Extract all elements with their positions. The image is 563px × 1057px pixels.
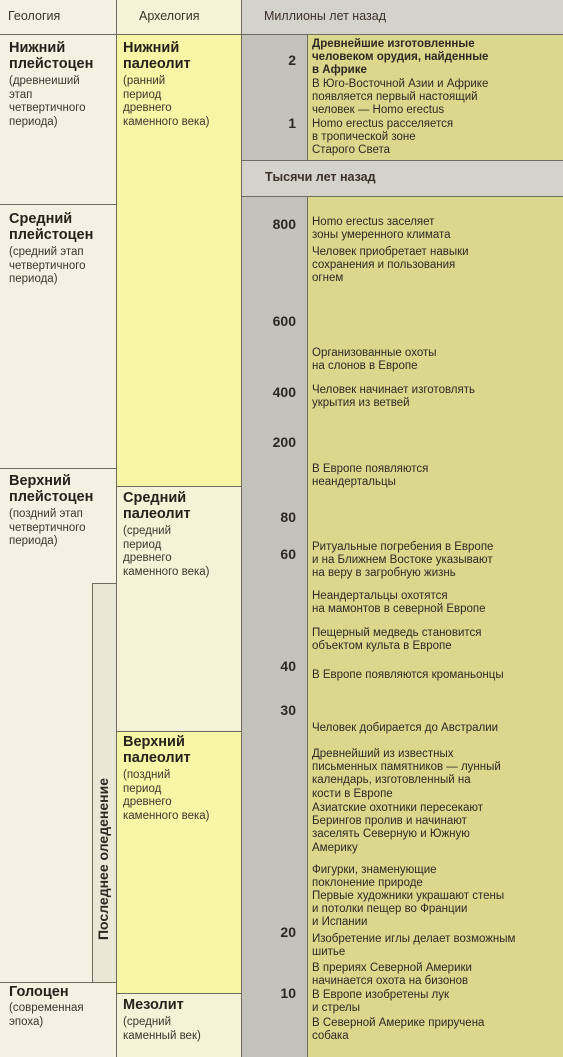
million-years-header: Миллионы лет назад bbox=[264, 9, 386, 23]
divider bbox=[307, 34, 308, 160]
scale-number: 40 bbox=[280, 658, 296, 674]
scale-number: 10 bbox=[280, 985, 296, 1001]
geology-lower-pleistocene bbox=[9, 40, 113, 129]
geology-header: Геология bbox=[8, 9, 61, 23]
divider bbox=[92, 583, 93, 982]
scale-number: 600 bbox=[272, 313, 296, 329]
archaeology-subtitle: (средний период древнего каменного века) bbox=[123, 525, 210, 578]
archaeology-lower-paleolithic bbox=[123, 40, 239, 129]
geology-subtitle: (древнеиший этап четвертичного периода) bbox=[9, 75, 86, 128]
event-text: Древнейший из известных письменных памятников — лунный календарь, изготовленный на кости в Европе bbox=[312, 748, 501, 800]
thousand-years-header: Тысячи лет назад bbox=[265, 170, 376, 184]
divider bbox=[0, 468, 116, 469]
archaeology-middle-paleolithic bbox=[123, 490, 239, 579]
event-text: Древнейшие изготовленные человеком орудия, найденные в Африке bbox=[312, 38, 489, 77]
event-text: Первые художники украшают стены и потолки пещер во Франции и Испании bbox=[312, 890, 505, 929]
scale-number: 2 bbox=[288, 52, 296, 68]
archaeology-subtitle: (ранний период древнего каменного века) bbox=[123, 75, 210, 128]
divider bbox=[0, 204, 116, 205]
scale-number: 400 bbox=[272, 384, 296, 400]
geology-holocene bbox=[9, 984, 113, 1029]
scale-column bbox=[241, 0, 307, 1057]
event-text: Homo erectus заселяет зоны умеренного климата bbox=[312, 216, 451, 242]
event-text: Фигурки, знаменующие поклонение природе bbox=[312, 864, 437, 890]
event-text: В Европе изобретены лук и стрелы bbox=[312, 989, 450, 1015]
geology-title: Верхний плейстоцен bbox=[9, 473, 94, 505]
divider bbox=[116, 0, 117, 1057]
geology-title: Нижний плейстоцен bbox=[9, 40, 94, 72]
divider bbox=[0, 34, 563, 35]
divider bbox=[241, 0, 242, 1057]
scale-number: 30 bbox=[280, 702, 296, 718]
geology-middle-pleistocene bbox=[9, 211, 113, 287]
divider bbox=[116, 731, 241, 732]
scale-number: 1 bbox=[288, 115, 296, 131]
event-text: В Европе появляются кроманьонцы bbox=[312, 669, 504, 681]
event-text: В Юго-Восточной Азии и Африке появляется первый настоящий человек — Homo erectus bbox=[312, 78, 489, 117]
geology-subtitle: (поздний этап четвертичного периода) bbox=[9, 508, 86, 547]
geology-subtitle: (современная эпоха) bbox=[9, 1002, 84, 1028]
geology-upper-pleistocene bbox=[9, 473, 113, 549]
event-text: Homo erectus расселяется в тропической зоне Старого Света bbox=[312, 118, 454, 157]
divider bbox=[241, 160, 563, 161]
archaeology-subtitle: (поздний период древнего каменного века) bbox=[123, 769, 210, 822]
scale-number: 60 bbox=[280, 546, 296, 562]
geology-title: Голоцен bbox=[9, 984, 69, 1000]
event-text: Пещерный медведь становится объектом культа в Европе bbox=[312, 627, 482, 653]
archaeology-header: Архелогия bbox=[139, 9, 200, 23]
divider bbox=[116, 993, 241, 994]
last-glaciation-label: Последнее оледенение bbox=[95, 778, 111, 940]
scale-number: 20 bbox=[280, 924, 296, 940]
divider bbox=[241, 196, 563, 197]
archaeology-title: Мезолит bbox=[123, 997, 184, 1013]
archaeology-upper-paleolithic bbox=[123, 734, 239, 823]
archaeology-title: Нижний палеолит bbox=[123, 40, 191, 72]
archaeology-title: Верхний палеолит bbox=[123, 734, 191, 766]
event-text: Человек добирается до Австралии bbox=[312, 722, 499, 734]
event-text: Человек приобретает навыки сохранения и пользования огнем bbox=[312, 246, 469, 285]
scale-number: 80 bbox=[280, 509, 296, 525]
scale-number: 200 bbox=[272, 434, 296, 450]
event-text: Азиатские охотники пересекают Берингов пролив и начинают заселять Северную и Южную Америку bbox=[312, 802, 484, 854]
scale-number: 800 bbox=[272, 216, 296, 232]
event-text: Человек начинает изготовлять укрытия из ветвей bbox=[312, 384, 476, 410]
divider bbox=[0, 982, 116, 983]
archaeology-subtitle: (средний каменный век) bbox=[123, 1016, 201, 1042]
event-text: Изобретение иглы делает возможным шитье bbox=[312, 933, 516, 959]
event-text: Ритуальные погребения в Европе и на Ближнем Востоке указывают на веру в загробную жизнь bbox=[312, 541, 494, 580]
event-text: В Европе появляются неандертальцы bbox=[312, 463, 429, 489]
archaeology-mesolithic bbox=[123, 997, 239, 1043]
event-text: Неандертальцы охотятся на мамонтов в северной Европе bbox=[312, 590, 486, 616]
geology-subtitle: (средний этап четвертичного периода) bbox=[9, 246, 86, 285]
event-text: В прериях Северной Америки начинается охота на бизонов bbox=[312, 962, 472, 988]
event-text: В Северной Америке приручена собака bbox=[312, 1017, 485, 1043]
archaeology-title: Средний палеолит bbox=[123, 490, 191, 522]
event-text: Организованные охоты на слонов в Европе bbox=[312, 347, 437, 373]
geology-title: Средний плейстоцен bbox=[9, 211, 94, 243]
divider bbox=[116, 486, 241, 487]
divider bbox=[307, 196, 308, 1057]
divider bbox=[92, 583, 116, 584]
